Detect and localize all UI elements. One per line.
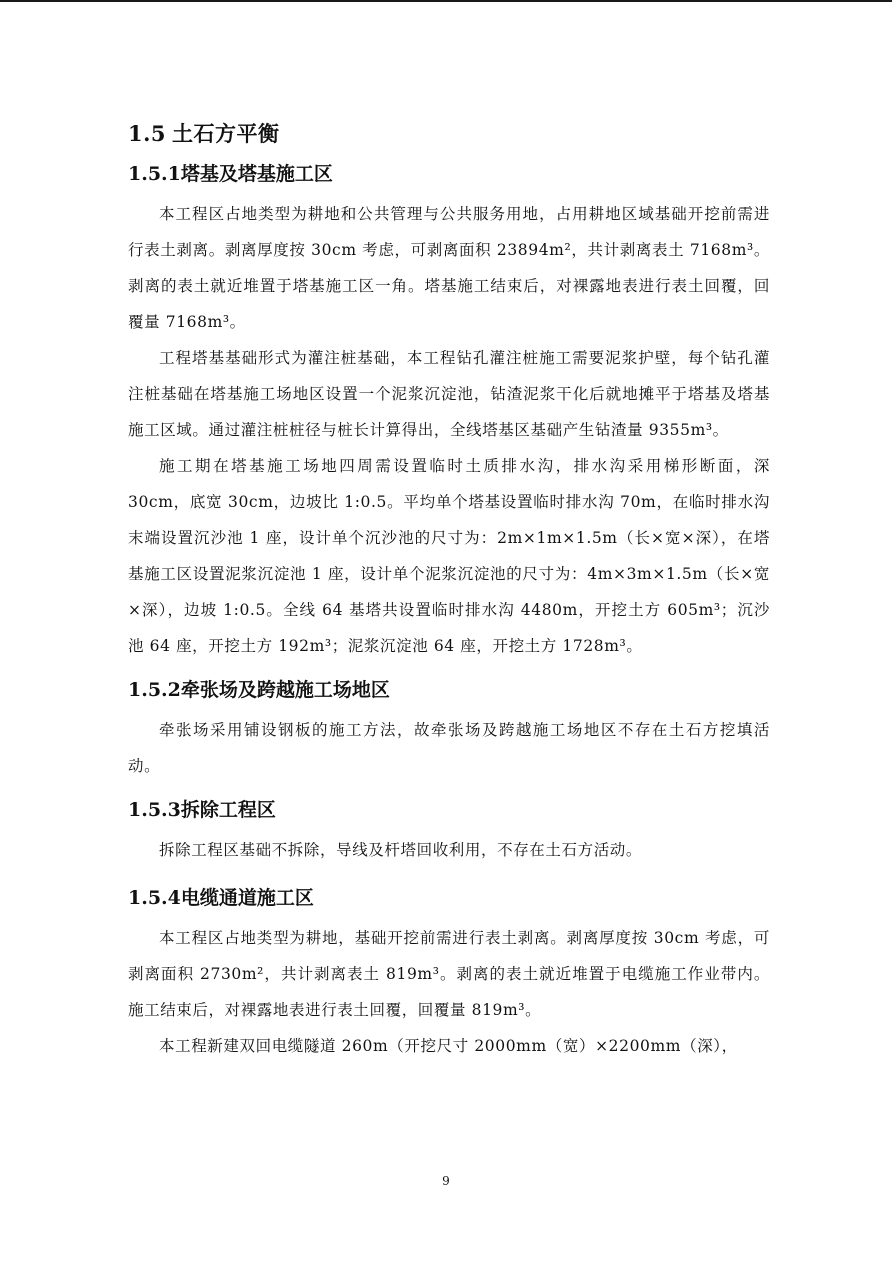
paragraph: 本工程区占地类型为耕地，基础开挖前需进行表土剥离。剥离厚度按 30cm 考虑，可剥离面积 2730m²，共计剥离表土 819m³。剥离的表土就近堆置于电缆施工作业带内。施工结束后，对裸露地表进行表土回覆，回覆量 819m³。 <box>128 929 770 1019</box>
paragraph: 施工期在塔基施工场地四周需设置临时土质排水沟，排水沟采用梯形断面，深 30cm，底宽 30cm，边坡比 1:0.5。平均单个塔基设置临时排水沟 70m，在临时排水沟末端设置沉沙池 1 座，设计单个沉沙池的尺寸为：2m×1m×1.5m（长×宽×深），在塔基施工区设置泥浆沉淀池 1 座，设计单个泥浆沉淀池的尺寸为：4m×3m×1.5m（长×宽×深），边坡 1:0.5。全线 64 基塔共设置临时排水沟 4480m，开挖土方 605m³；沉沙池 64 座，开挖土方 192m³；泥浆沉淀池 64 座，开挖土方 1728m³。 <box>128 457 770 655</box>
subsection-title: 塔基及塔基施工区 <box>180 163 333 185</box>
top-border-line <box>0 0 892 2</box>
paragraph: 本工程区占地类型为耕地和公共管理与公共服务用地，占用耕地区域基础开挖前需进行表土剥离。剥离厚度按 30cm 考虑，可剥离面积 23894m²，共计剥离表土 7168m³。剥离的表土就近堆置于塔基施工区一角。塔基施工结束后，对裸露地表进行表土回覆，回覆量 7168m³。 <box>128 205 770 331</box>
section-title: 土石方平衡 <box>172 121 280 146</box>
subsection-title: 拆除工程区 <box>180 799 276 821</box>
subsection-heading-1-5-3 <box>128 794 770 826</box>
subsection-number: 1.5.3 <box>128 799 181 821</box>
subsection-heading-1-5-2 <box>128 674 770 706</box>
paragraph: 牵张场采用铺设钢板的施工方法，故牵张场及跨越施工场地区不存在土石方挖填活动。 <box>128 721 770 775</box>
subsection-number: 1.5.2 <box>128 679 181 701</box>
paragraph: 本工程新建双回电缆隧道 260m（开挖尺寸 2000mm（宽）×2200mm（深）， <box>159 1037 738 1055</box>
subsection-number: 1.5.1 <box>128 163 181 185</box>
subsection-title: 电缆通道施工区 <box>180 887 314 909</box>
subsection-heading-1-5-4 <box>128 882 770 914</box>
document-body <box>128 118 770 1064</box>
paragraph: 工程塔基基础形式为灌注桩基础，本工程钻孔灌注桩施工需要泥浆护壁，每个钻孔灌注桩基础在塔基施工场地区设置一个泥浆沉淀池，钻渣泥浆干化后就地摊平于塔基及塔基施工区域。通过灌注桩桩径与桩长计算得出，全线塔基区基础产生钻渣量 9355m³。 <box>128 349 770 439</box>
paragraph: 拆除工程区基础不拆除，导线及杆塔回收利用，不存在土石方活动。 <box>159 841 643 859</box>
subsection-number: 1.5.4 <box>128 887 181 909</box>
subsection-title: 牵张场及跨越施工场地区 <box>180 679 390 701</box>
section-heading <box>128 118 770 150</box>
subsection-heading-1-5-1 <box>128 158 770 190</box>
page-number: 9 <box>442 1174 450 1188</box>
section-number: 1.5 <box>128 121 167 146</box>
